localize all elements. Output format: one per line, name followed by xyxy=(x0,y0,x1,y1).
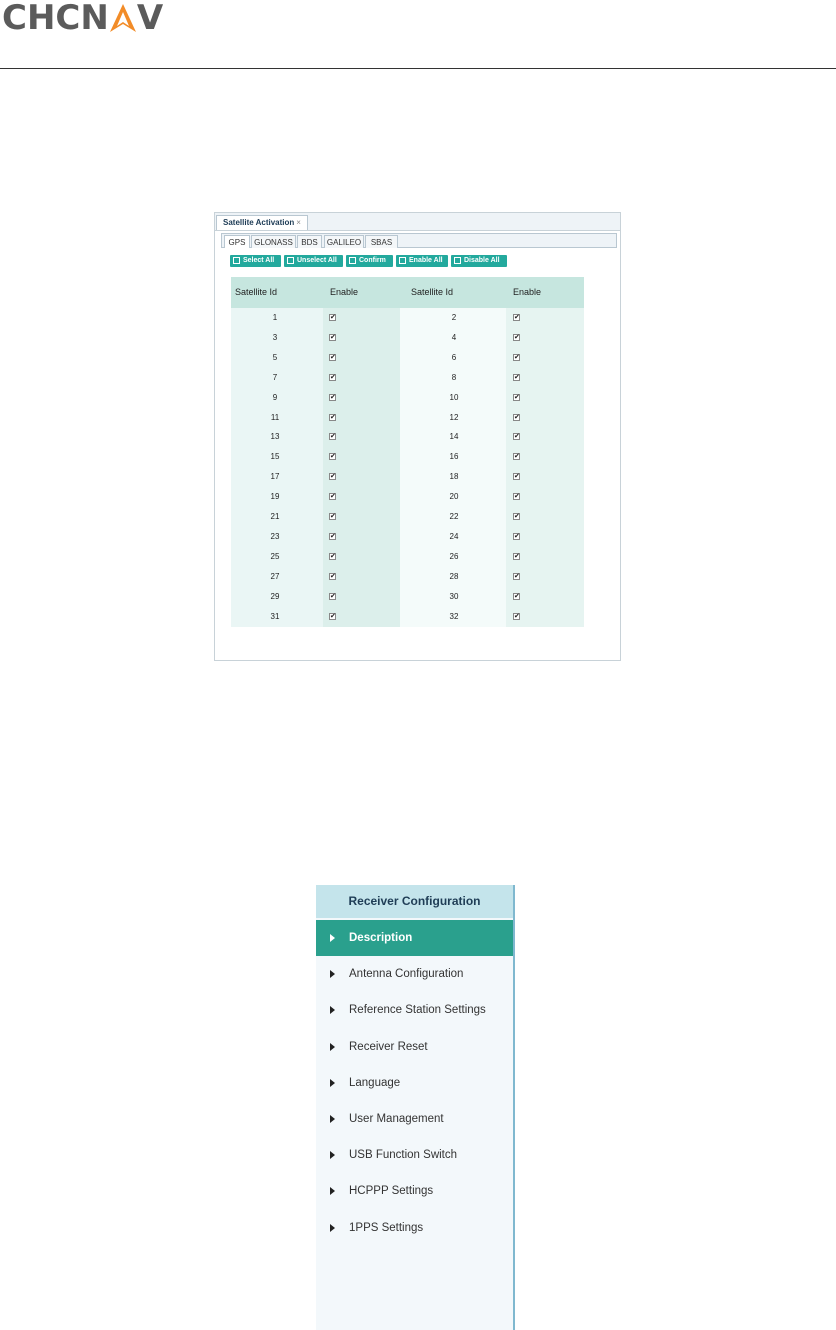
enable-checkbox[interactable]: ✔ xyxy=(330,552,336,560)
satellite-id: 22 xyxy=(449,512,459,521)
save-icon xyxy=(349,257,356,264)
tab-glonass[interactable]: GLONASS xyxy=(251,235,296,248)
sidebar-title: Receiver Configuration xyxy=(316,885,513,918)
satellite-id: 9 xyxy=(272,392,278,402)
caret-right-icon xyxy=(330,1187,335,1195)
sidebar-item-label: Reference Station Settings xyxy=(349,1004,486,1017)
sidebar-item-label: Language xyxy=(349,1076,401,1089)
satellite-id: 6 xyxy=(451,352,457,362)
sidebar-item-label: 1PPS Settings xyxy=(349,1221,424,1234)
caret-right-icon xyxy=(330,934,335,942)
enable-checkbox[interactable]: ✔ xyxy=(514,473,520,481)
satellite-id: 27 xyxy=(270,571,280,581)
enable-checkbox[interactable]: ✔ xyxy=(514,572,520,580)
satellite-id: 19 xyxy=(270,492,280,502)
table-row xyxy=(231,447,584,467)
satellite-id: 17 xyxy=(270,472,280,482)
enable-checkbox[interactable]: ✔ xyxy=(514,393,520,401)
sidebar-item-label: Receiver Reset xyxy=(349,1040,428,1053)
satellite-id: 14 xyxy=(449,432,459,442)
satellite-id: 24 xyxy=(449,531,459,541)
col-header-satellite-id-2: Satellite Id xyxy=(411,287,454,297)
col-header-enable-2: Enable xyxy=(513,287,542,297)
enable-checkbox[interactable]: ✔ xyxy=(514,413,520,421)
sidebar-item-reference-station-settings[interactable] xyxy=(316,992,513,1028)
table-row xyxy=(231,427,584,447)
enable-checkbox[interactable]: ✔ xyxy=(330,353,336,361)
sidebar-item-language[interactable] xyxy=(316,1065,513,1101)
select-all-button[interactable]: Select All xyxy=(230,255,281,267)
satellite-id: 31 xyxy=(270,611,280,621)
table-row xyxy=(231,368,584,388)
enable-checkbox[interactable]: ✔ xyxy=(514,353,520,361)
satellite-id: 25 xyxy=(270,551,280,561)
chcnav-logo xyxy=(2,0,164,38)
tab-label: Satellite Activation xyxy=(223,218,295,227)
satellite-id: 4 xyxy=(451,332,457,342)
table-row xyxy=(231,328,584,348)
satellite-id: 1 xyxy=(272,313,278,322)
table-row xyxy=(231,348,584,368)
caret-right-icon xyxy=(330,970,335,978)
logo-text-left: CHCN xyxy=(2,0,109,38)
enable-checkbox[interactable]: ✔ xyxy=(330,532,336,540)
satellite-id: 10 xyxy=(449,392,459,402)
satellite-id: 2 xyxy=(451,313,457,322)
satellite-id: 12 xyxy=(449,412,459,422)
satellite-id: 18 xyxy=(449,472,459,482)
table-row xyxy=(231,408,584,428)
caret-right-icon xyxy=(330,1006,335,1014)
satellite-id: 30 xyxy=(449,591,459,601)
enable-checkbox[interactable]: ✔ xyxy=(514,532,520,540)
sidebar-item-label: Antenna Configuration xyxy=(349,968,464,981)
enable-checkbox[interactable]: ✔ xyxy=(330,373,336,381)
table-row xyxy=(231,587,584,607)
enable-checkbox[interactable]: ✔ xyxy=(330,473,336,481)
satellite-id: 23 xyxy=(270,531,280,541)
enable-checkbox[interactable]: ✔ xyxy=(514,513,520,520)
main-tab-strip xyxy=(215,213,620,231)
satellite-id: 26 xyxy=(449,551,459,561)
satellite-id: 32 xyxy=(449,611,459,621)
unselect-all-button[interactable]: Unselect All xyxy=(284,255,343,267)
enable-checkbox[interactable]: ✔ xyxy=(514,373,520,381)
sidebar-item-description[interactable] xyxy=(316,920,513,956)
enable-checkbox[interactable]: ✔ xyxy=(330,572,336,580)
tab-sbas[interactable]: SBAS xyxy=(365,235,398,248)
table-row xyxy=(231,547,584,567)
table-row xyxy=(231,308,584,328)
satellite-id: 5 xyxy=(272,352,278,362)
logo-text-right: V xyxy=(136,0,164,38)
sidebar-item-1pps-settings[interactable] xyxy=(316,1210,513,1246)
close-icon[interactable]: × xyxy=(296,218,301,227)
enable-checkbox[interactable]: ✔ xyxy=(330,333,336,341)
logo-a-arrow-icon xyxy=(109,2,137,34)
tab-bds[interactable]: BDS xyxy=(297,235,322,248)
satellite-id: 3 xyxy=(272,332,278,342)
satellite-id: 11 xyxy=(270,412,280,422)
sidebar-item-user-management[interactable] xyxy=(316,1101,513,1137)
table-row xyxy=(231,527,584,547)
caret-right-icon xyxy=(330,1115,335,1123)
table-row xyxy=(231,567,584,587)
table-row xyxy=(231,388,584,408)
receiver-configuration-sidebar xyxy=(316,885,515,1330)
caret-right-icon xyxy=(330,1224,335,1232)
satellite-id: 13 xyxy=(270,432,280,442)
disable-all-button[interactable]: Disable All xyxy=(451,255,507,267)
enable-checkbox[interactable]: ✔ xyxy=(514,493,520,501)
sidebar-item-usb-function-switch[interactable] xyxy=(316,1137,513,1173)
sidebar-item-receiver-reset[interactable] xyxy=(316,1029,513,1065)
tab-satellite-activation[interactable] xyxy=(216,215,308,230)
sidebar-item-label: User Management xyxy=(349,1113,444,1125)
tab-galileo[interactable]: GALILEO xyxy=(324,235,364,248)
confirm-button[interactable]: Confirm xyxy=(346,255,393,267)
enable-checkbox[interactable]: ✔ xyxy=(514,453,520,461)
table-header xyxy=(231,277,584,308)
save-icon xyxy=(399,257,406,264)
enable-checkbox[interactable]: ✔ xyxy=(330,612,336,620)
satellite-id: 7 xyxy=(272,372,278,382)
col-header-enable: Enable xyxy=(330,287,359,297)
satellite-id: 28 xyxy=(449,571,459,581)
enable-checkbox[interactable]: ✔ xyxy=(330,592,336,600)
table-row xyxy=(231,507,584,527)
sidebar-item-antenna-configuration[interactable] xyxy=(316,956,513,992)
sidebar-item-label: HCPPP Settings xyxy=(349,1185,434,1198)
enable-checkbox[interactable]: ✔ xyxy=(514,433,520,441)
caret-right-icon xyxy=(330,1151,335,1159)
table-row xyxy=(231,607,584,627)
satellite-id: 15 xyxy=(270,452,280,462)
sidebar-item-hcppp-settings[interactable] xyxy=(316,1173,513,1209)
table-row xyxy=(231,487,584,507)
enable-checkbox[interactable]: ✔ xyxy=(330,493,336,501)
save-icon xyxy=(287,257,294,264)
enable-checkbox[interactable]: ✔ xyxy=(514,552,520,560)
satellite-id: 16 xyxy=(449,452,459,462)
satellite-id: 8 xyxy=(451,372,457,382)
constellation-tabs xyxy=(221,233,617,248)
satellite-id: 21 xyxy=(270,512,280,521)
enable-checkbox[interactable]: ✔ xyxy=(514,314,520,321)
enable-checkbox[interactable]: ✔ xyxy=(330,433,336,441)
enable-checkbox[interactable]: ✔ xyxy=(514,333,520,341)
caret-right-icon xyxy=(330,1043,335,1051)
save-icon xyxy=(233,257,240,264)
col-header-satellite-id: Satellite Id xyxy=(235,287,278,297)
sidebar-item-label: Description xyxy=(349,932,413,944)
enable-checkbox[interactable]: ✔ xyxy=(514,612,520,620)
header-divider xyxy=(0,68,836,69)
table-row xyxy=(231,467,584,487)
enable-checkbox[interactable]: ✔ xyxy=(330,413,336,421)
caret-right-icon xyxy=(330,1079,335,1087)
enable-checkbox[interactable]: ✔ xyxy=(514,592,520,600)
enable-checkbox[interactable]: ✔ xyxy=(330,453,336,461)
tab-gps[interactable]: GPS xyxy=(224,235,250,248)
sidebar-item-label: USB Function Switch xyxy=(349,1149,458,1162)
enable-checkbox[interactable]: ✔ xyxy=(330,314,336,321)
enable-all-button[interactable]: Enable All xyxy=(396,255,448,267)
enable-checkbox[interactable]: ✔ xyxy=(330,393,336,401)
enable-checkbox[interactable]: ✔ xyxy=(330,513,336,520)
satellite-activation-panel xyxy=(214,212,621,661)
satellite-id: 20 xyxy=(449,492,459,502)
satellite-id: 29 xyxy=(270,591,280,601)
save-icon xyxy=(454,257,461,264)
